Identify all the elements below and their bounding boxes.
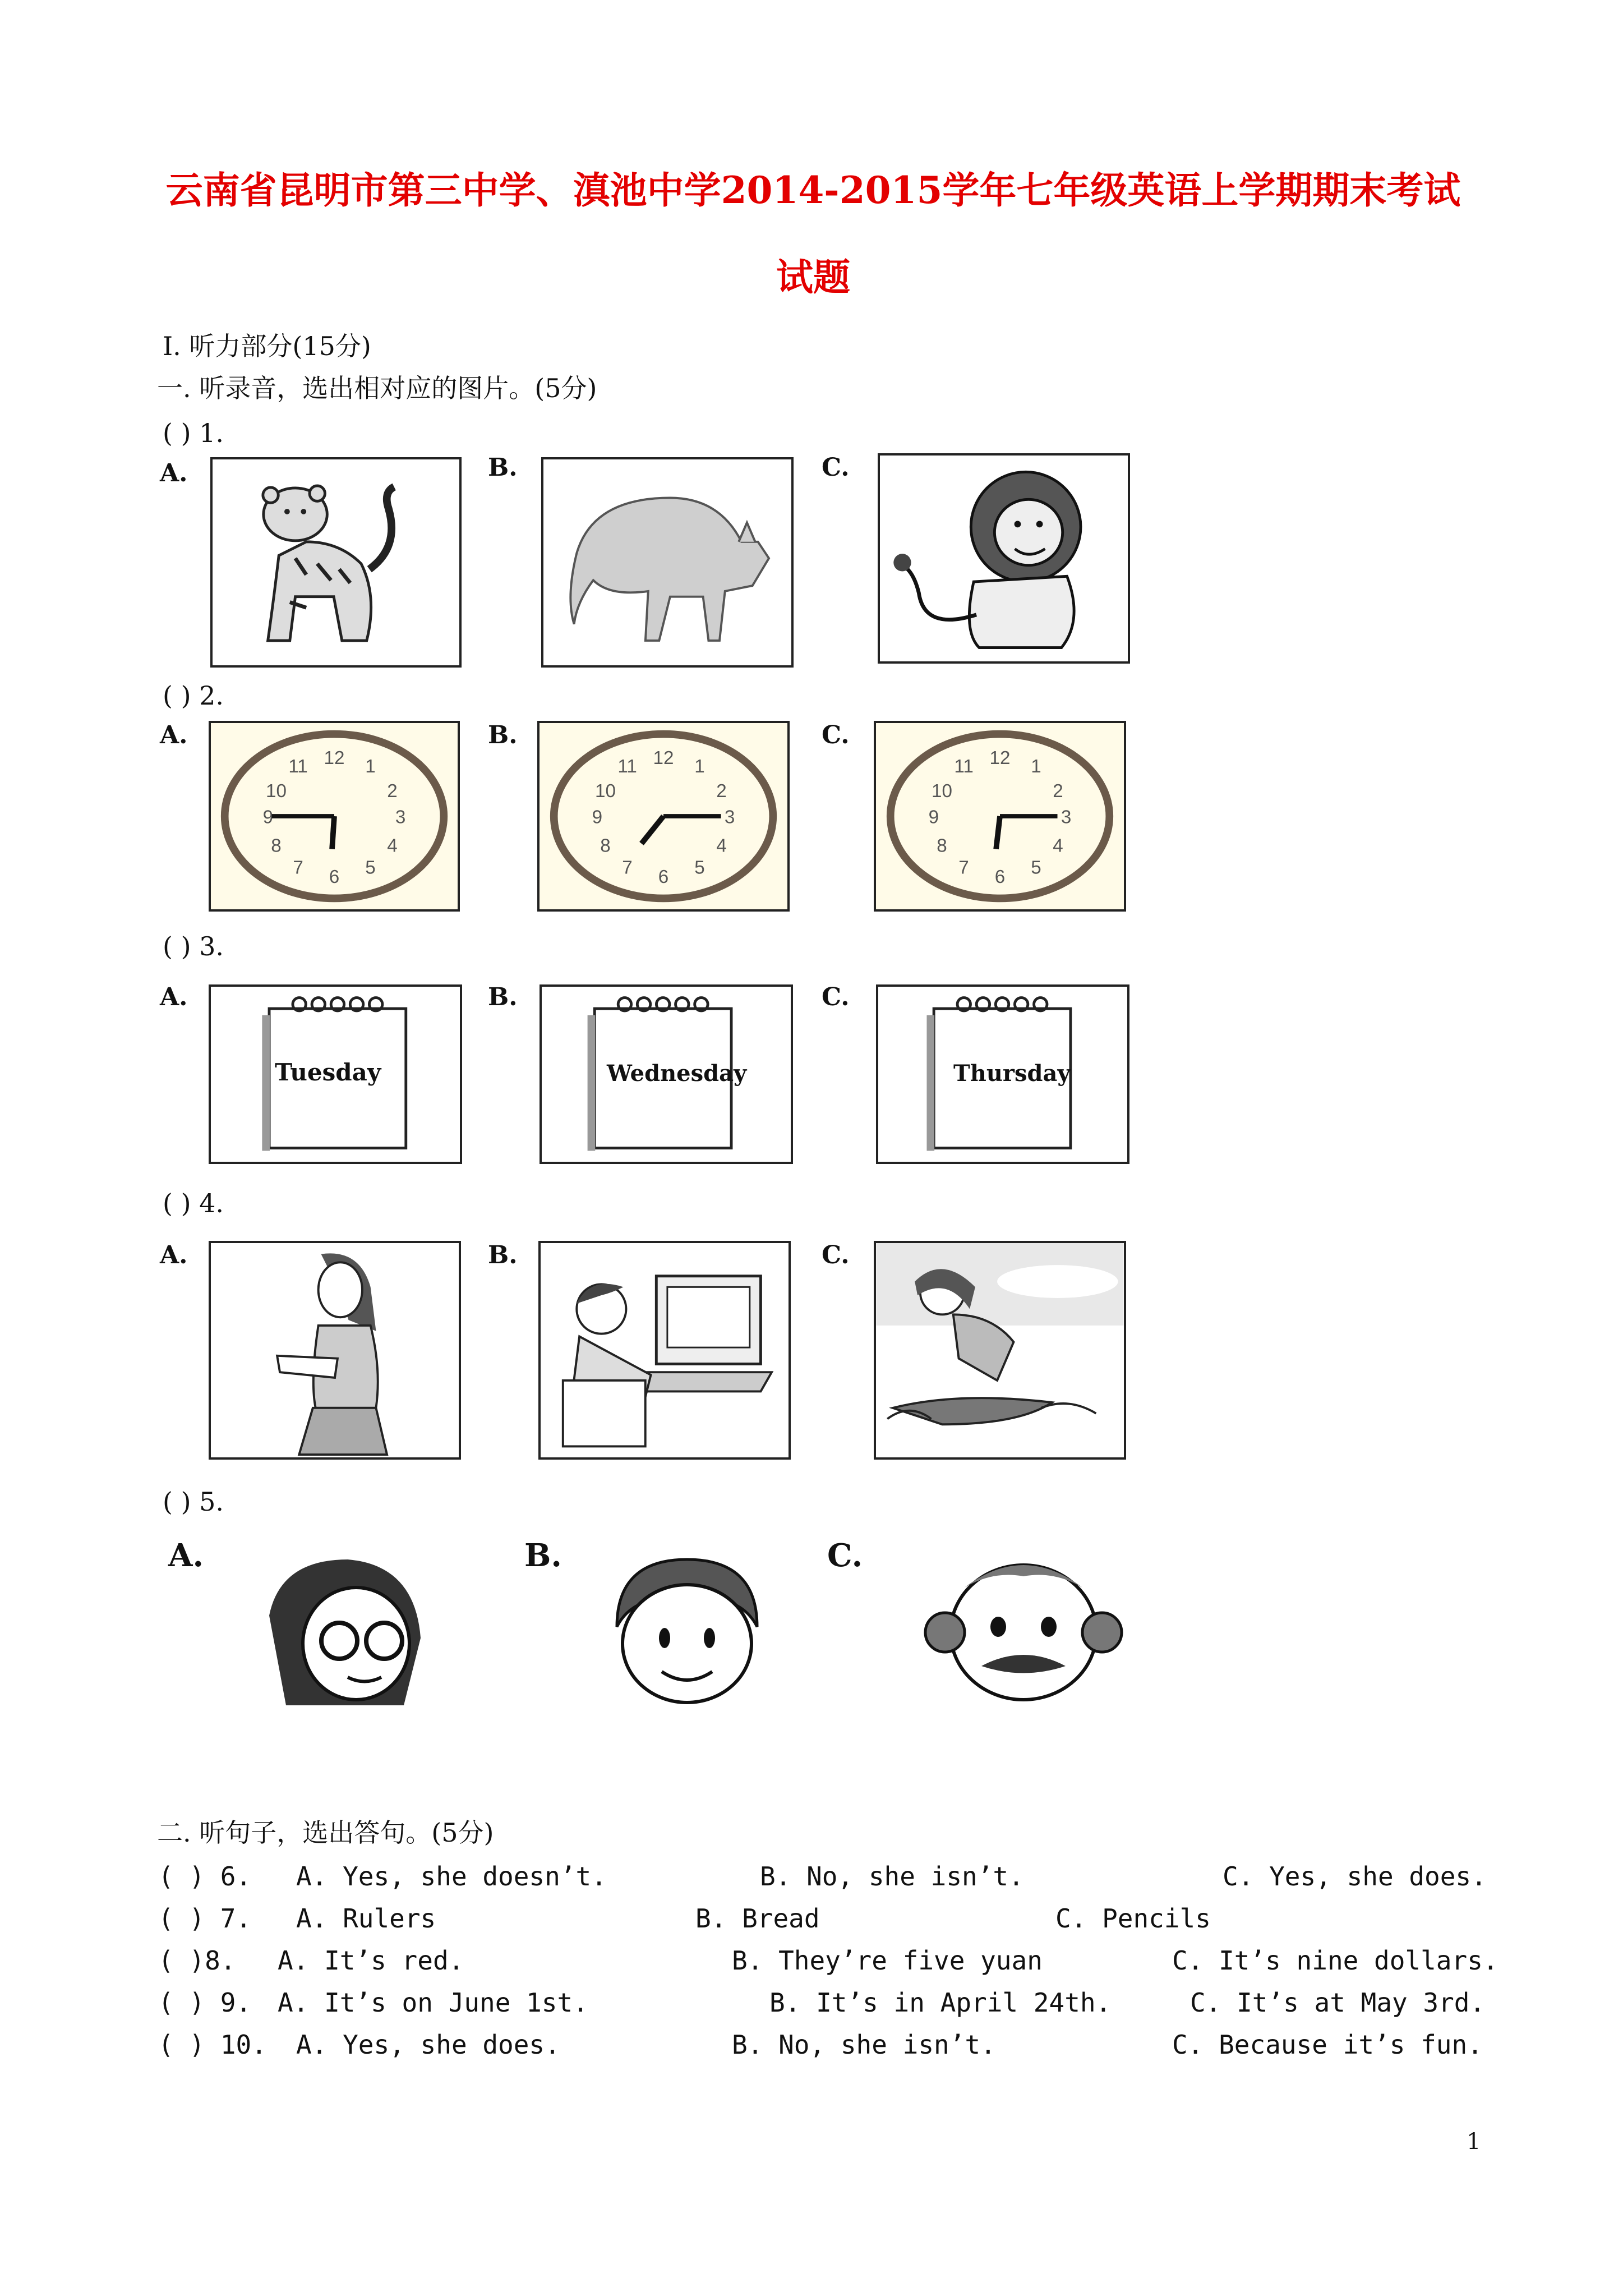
- svg-text:6: 6: [658, 867, 669, 888]
- girl-reading-picture: [209, 1241, 461, 1460]
- svg-text:5: 5: [365, 857, 376, 878]
- clock-picture-a: [209, 721, 460, 912]
- question-3-label: ( ) 3.: [163, 931, 224, 961]
- clock-icon-b: [540, 723, 787, 909]
- q10-option-b: B. No, she isn’t.: [732, 2030, 996, 2060]
- svg-text:3: 3: [395, 807, 406, 828]
- svg-text:9: 9: [928, 807, 939, 828]
- svg-text:4: 4: [716, 835, 727, 857]
- svg-text:1: 1: [1031, 756, 1041, 777]
- old-man-face-picture: [909, 1537, 1144, 1717]
- q6-option-c: C. Yes, she does.: [1223, 1861, 1487, 1892]
- svg-text:2: 2: [1053, 780, 1063, 802]
- section-heading-listening: Ⅰ. 听力部分(15分): [163, 331, 371, 361]
- boy-computer-picture: [538, 1241, 791, 1460]
- lion-icon: [880, 455, 1128, 661]
- q6-option-b: B. No, she isn’t.: [760, 1861, 1024, 1892]
- boy-face-icon: [594, 1537, 774, 1717]
- svg-text:10: 10: [595, 780, 616, 802]
- question-2-label: ( ) 2.: [163, 680, 224, 711]
- q5-option-a-label: A.: [168, 1537, 204, 1574]
- question-4-label: ( ) 4.: [163, 1188, 224, 1218]
- q8-option-b: B. They’re five yuan: [732, 1945, 1043, 1976]
- q7-option-c: C. Pencils: [1055, 1903, 1211, 1934]
- q3-option-c-label: C.: [822, 983, 850, 1011]
- old-man-face-icon: [909, 1537, 1144, 1717]
- q5-option-c-label: C.: [827, 1537, 863, 1574]
- svg-text:5: 5: [1031, 857, 1041, 878]
- exam-title-line1: 云南省昆明市第三中学、滇池中学2014-2015学年七年级英语上学期期末考试: [165, 168, 1461, 212]
- svg-text:9: 9: [262, 807, 274, 828]
- q8-option-c: C. It’s nine dollars.: [1172, 1945, 1498, 1976]
- svg-text:8: 8: [600, 835, 611, 857]
- q1-option-b-label: B.: [488, 453, 518, 482]
- svg-text:3: 3: [1061, 807, 1072, 828]
- svg-text:6: 6: [329, 867, 340, 888]
- svg-text:10: 10: [266, 780, 287, 802]
- question-7-label: ( ) 7.: [158, 1903, 252, 1934]
- surfer-icon: [876, 1243, 1124, 1457]
- q2-option-c-label: C.: [822, 721, 850, 749]
- calendar-day-b: Wednesday: [607, 1060, 747, 1087]
- svg-text:10: 10: [932, 780, 952, 802]
- q9-option-a: A. It’s on June 1st.: [278, 1987, 588, 2018]
- lion-picture: [878, 453, 1130, 664]
- svg-text:8: 8: [937, 835, 947, 857]
- part2-heading: 二. 听句子，选出答句。(5分): [157, 1818, 494, 1848]
- exam-title-line2: 试题: [776, 255, 850, 299]
- svg-text:7: 7: [958, 857, 969, 878]
- q7-option-a: A. Rulers: [296, 1903, 436, 1934]
- question-10-label: ( ) 10.: [158, 2030, 267, 2060]
- svg-text:11: 11: [954, 756, 974, 777]
- woman-with-glasses-picture: [236, 1537, 460, 1717]
- clock-picture-b: [537, 721, 790, 912]
- question-8-label: ( )8.: [158, 1945, 236, 1976]
- svg-text:2: 2: [387, 780, 398, 802]
- svg-text:12: 12: [653, 748, 674, 769]
- girl-surfing-picture: [874, 1241, 1126, 1460]
- svg-text:7: 7: [622, 857, 633, 878]
- calendar-day-c: Thursday: [953, 1060, 1071, 1087]
- q3-option-b-label: B.: [488, 983, 518, 1011]
- boy-face-picture: [594, 1537, 774, 1717]
- svg-text:4: 4: [1053, 835, 1063, 857]
- q2-option-a-label: A.: [160, 721, 188, 749]
- svg-text:4: 4: [387, 835, 398, 857]
- reading-girl-icon: [211, 1243, 459, 1457]
- q10-option-c: C. Because it’s fun.: [1172, 2030, 1483, 2060]
- calendar-day-a: Tuesday: [275, 1059, 381, 1086]
- tiger-picture: [210, 457, 462, 668]
- svg-text:9: 9: [592, 807, 603, 828]
- q1-option-a-label: A.: [160, 459, 188, 487]
- svg-text:12: 12: [989, 748, 1011, 769]
- svg-text:5: 5: [694, 857, 705, 878]
- question-9-label: ( ) 9.: [158, 1987, 252, 2018]
- q9-option-b: B. It’s in April 24th.: [769, 1987, 1112, 2018]
- question-6-label: ( ) 6.: [158, 1861, 252, 1892]
- svg-text:7: 7: [293, 857, 303, 878]
- svg-text:11: 11: [617, 756, 637, 777]
- tiger-icon: [213, 459, 459, 665]
- clock-icon-c: [876, 723, 1124, 909]
- wolf-picture: [541, 457, 794, 668]
- q4-option-a-label: A.: [160, 1241, 188, 1269]
- q4-option-c-label: C.: [822, 1241, 850, 1269]
- woman-face-icon: [236, 1537, 460, 1717]
- computer-user-icon: [541, 1243, 789, 1457]
- svg-text:2: 2: [716, 780, 727, 802]
- q10-option-a: A. Yes, she does.: [296, 2030, 560, 2060]
- svg-text:8: 8: [271, 835, 282, 857]
- svg-text:3: 3: [724, 807, 735, 828]
- q1-option-c-label: C.: [822, 453, 850, 482]
- q4-option-b-label: B.: [488, 1241, 518, 1269]
- part1-heading: 一. 听录音，选出相对应的图片。(5分): [157, 373, 597, 403]
- svg-text:1: 1: [365, 756, 376, 777]
- question-5-label: ( ) 5.: [163, 1487, 224, 1517]
- q2-option-b-label: B.: [488, 721, 518, 749]
- q3-option-a-label: A.: [160, 983, 188, 1011]
- svg-text:6: 6: [994, 867, 1006, 888]
- page-number: 1: [1467, 2129, 1481, 2155]
- svg-text:1: 1: [694, 756, 705, 777]
- q7-option-b: B. Bread: [695, 1903, 820, 1934]
- clock-icon-a: [211, 723, 458, 909]
- svg-text:12: 12: [324, 748, 345, 769]
- q6-option-a: A. Yes, she doesn’t.: [296, 1861, 607, 1892]
- wolf-icon: [543, 459, 791, 665]
- q9-option-c: C. It’s at May 3rd.: [1190, 1987, 1486, 2018]
- q8-option-a: A. It’s red.: [278, 1945, 464, 1976]
- q5-option-b-label: B.: [524, 1537, 562, 1574]
- clock-picture-c: [874, 721, 1126, 912]
- question-1-label: ( ) 1.: [163, 418, 224, 448]
- svg-text:11: 11: [288, 756, 308, 777]
